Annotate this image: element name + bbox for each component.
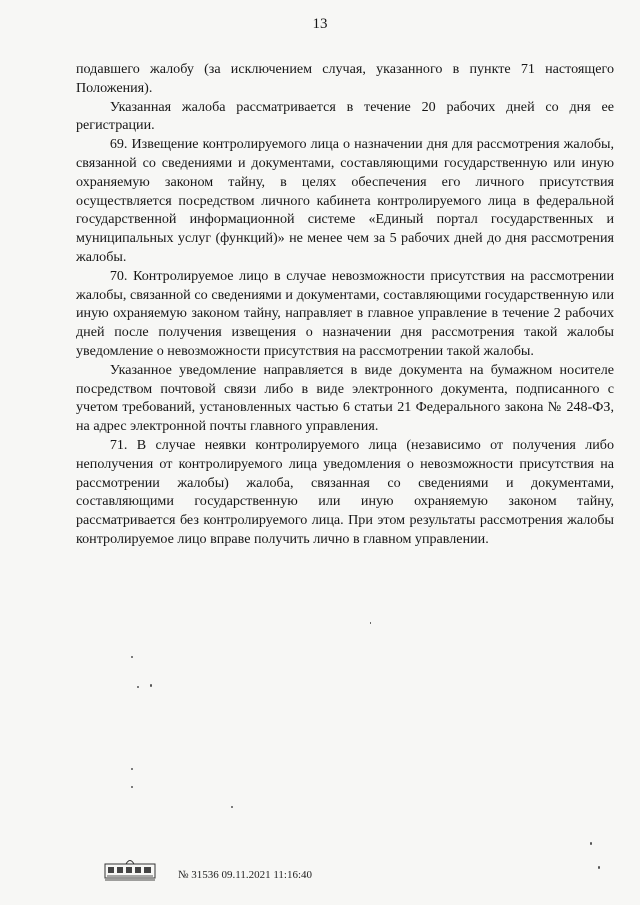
document-body	[76, 60, 614, 549]
scan-speck	[150, 684, 152, 687]
scan-speck	[137, 686, 139, 688]
page-number: 13	[312, 16, 328, 32]
scan-speck	[231, 806, 233, 808]
scan-speck	[131, 786, 133, 788]
scan-speck	[370, 622, 371, 624]
registry-stamp-icon	[104, 856, 156, 882]
paragraph-70: 70. Контролируемое лицо в случае невозможности присутствия на рассмотрении жалобы, связанной со сведениями и документами, составляющими государственную или иную охраняемую законом тайну, направляет в главное управление в течение 2 рабочих дней после получения извещения о назначении дня рассмотрения такой жалобы уведомление о невозможности присутствия на рассмотрении такой жалобы.	[76, 267, 614, 359]
scan-speck	[598, 866, 600, 869]
paragraph-notification: Указанное уведомление направляется в виде документа на бумажном носителе посредством почтовой связи либо в виде электронного документа, подписанного с учетом требований, установленных частью 6 статьи 21 Федерального закона № 248-ФЗ, на адрес электронной почты главного управления.	[76, 361, 614, 435]
paragraph-71: 71. В случае неявки контролируемого лица (независимо от получения либо неполучения от контролируемого лица уведомления о невозможности присутствия на рассмотрении жалобы) жалоба, связанная со сведениями и документами, составляющими государственную или иную охраняемую законом тайну, рассматривается без контролируемого лица. При этом результаты рассмотрения жалобы контролируемое лицо вправе получить лично в главном управлении.	[76, 436, 614, 547]
paragraph-69: 69. Извещение контролируемого лица о назначении дня для рассмотрения жалобы, связанной со сведениями и документами, составляющими государственную или иную охраняемую законом тайну, в целях обеспечения его личного присутствия осуществляется посредством личного кабинета контролируемого лица в федеральной государственной информационной системе «Единый портал государственных и муниципальных услуг (функций)» не менее чем за 5 рабочих дней до дня рассмотрения жалобы.	[76, 136, 614, 265]
paragraph-review-period: Указанная жалоба рассматривается в течение 20 рабочих дней со дня ее регистрации.	[76, 98, 614, 134]
scan-speck	[131, 768, 133, 770]
registration-stamp-text: № 31536 09.11.2021 11:16:40	[178, 869, 313, 881]
paragraph-continuation: подавшего жалобу (за исключением случая, указанного в пункте 71 настоящего Положения).	[76, 61, 614, 96]
scan-speck	[131, 656, 133, 658]
scan-speck	[590, 842, 592, 845]
